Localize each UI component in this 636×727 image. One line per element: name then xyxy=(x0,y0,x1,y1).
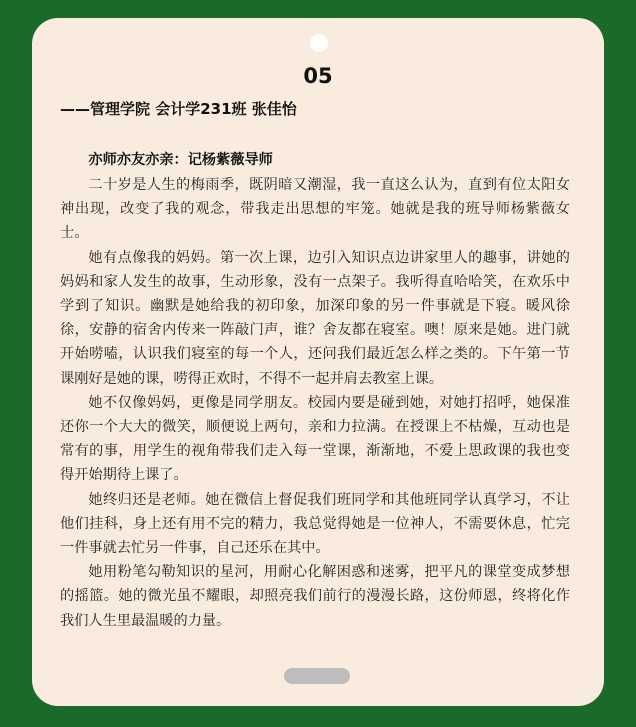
author-byline: ——管理学院 会计学231班 张佳怡 xyxy=(60,100,297,118)
paragraph: 她终归还是老师。她在微信上督促我们班同学和其他班同学认真学习，不让他们挂科，身上还有用不完的精力，我总觉得她是一位神人，不需要休息，忙完一件事就去忙另一件事，自己还乐在其中。 xyxy=(60,491,570,557)
article-number: 05 xyxy=(303,64,333,88)
paragraph: 她不仅像妈妈，更像是同学朋友。校园内要是碰到她，对她打招呼，她保准还你一个大大的微笑，顺便说上两句，亲和力拉满。在授课上不枯燥，互动也是常有的事，用学生的视角带我们走入每一堂课，渐渐地，不爱上思政课的我也变得开始期待上课了。 xyxy=(60,394,570,484)
article-card xyxy=(32,18,604,706)
page-indicator[interactable] xyxy=(284,668,350,684)
article-body xyxy=(60,150,570,633)
paragraph: 她用粉笔勾勒知识的星河，用耐心化解困惑和迷雾，把平凡的课堂变成梦想的摇篮。她的微光虽不耀眼，却照亮我们前行的漫漫长路，这份师恩，终将化作我们人生里最温暖的力量。 xyxy=(60,564,570,629)
paragraph: 二十岁是人生的梅雨季，既阴暗又潮湿，我一直这么认为，直到有位太阳女神出现，改变了我的观念，带我走出思想的牢笼。她就是我的班导师杨紫薇女士。 xyxy=(60,177,570,242)
paragraph: 她有点像我的妈妈。第一次上课，边引入知识点边讲家里人的趣事，讲她的妈妈和家人发生的故事，生动形象，没有一点架子。我听得直哈哈笑，在欢乐中学到了知识。幽默是她给我的初印象，加深印象的另一件事就是下寝。暖风徐徐，安静的宿舍内传来一阵敲门声，谁？舍友都在寝室。噢！原来是她。进门就开始唠嗑，认识我们寝室的每一个人，还问我们最近怎么样之类的。下午第一节课刚好是她的课，唠得正欢时，不得不一起并肩去教室上课。 xyxy=(60,249,570,387)
card-hole xyxy=(310,34,328,52)
article-title: 亦师亦友亦亲：记杨紫薇导师 xyxy=(88,152,273,168)
